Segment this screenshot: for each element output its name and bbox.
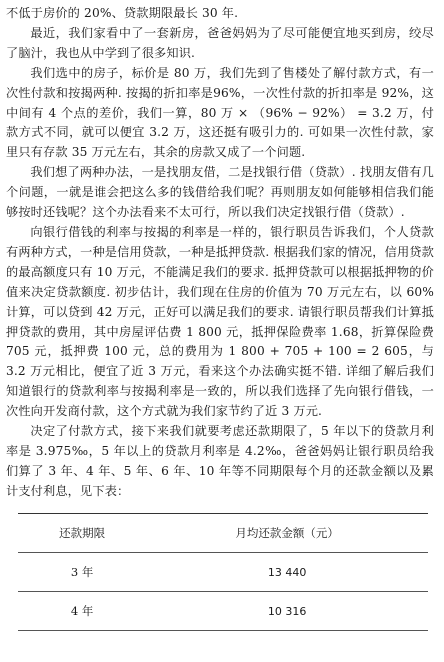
paragraph-house-choice: 最近，我们家看中了一套新房，爸爸妈妈为了尽可能便宜地买到房，绞尽了脑汁，我也从中学到了很多知识. <box>6 25 434 60</box>
paragraph-bank-loan: 向银行借钱的利率与按揭的利率是一样的，银行职员告诉我们，个人贷款有两种方式，一种是信用贷款，一种是抵押贷款. 根据我们家的情况，信用贷款的最高额度只有 10 万元，不能满足我们的要求. 抵押贷款可以根据抵押物的价值来决定贷款额度. 初步估计，我们现在住房的价值为 70 万元左右，以 60% 计算，可以贷到 42 万元，正好可以满足我们的要求. 请银行职员帮我们计算抵押贷款的费用，其中房屋评估费 1 800 元，抵押保险费率 1.68，折算保险费 705 元，抵押费 100 元，总的费用为 1 800 + 705 + 100 = 2 605，与 3.2 万元相比，便宜了近 3 万元，看来这个办法确实挺不错. 详细了解后我们知道银行的贷款利率与按揭利率是一致的，所以我们选择了先向银行借钱，一次性向开发商付款，这个方式就为我们家节约了近 3 万元. <box>6 224 434 419</box>
table-header-row <box>18 514 428 553</box>
table-row <box>18 592 428 631</box>
paragraph-payment-methods: 我们选中的房子，标价是 80 万，我们先到了售楼处了解付款方式，有一次性付款和按揭两种. 按揭的折扣率是96%，一次性付款的折扣率是 92%，这中间有 4 个点的差价，我们一算，80 万 × （96% − 92%） = 3.2 万，付款方式不同，就可以便宜 3.2 万，这还挺有吸引力的. 可如果一次性付款，家里只有存款 35 万元左右，其余的房款又成了一个问题. <box>6 65 434 160</box>
table-cell-monthly-payment: 10 316 <box>267 604 307 618</box>
paragraph-borrowing-options: 我们想了两种办法，一是找朋友借，二是找银行借（贷款）. 找朋友借有几个问题，一就是谁会把这么多的钱借给我们呢？再则朋友如何能够相信我们能够按时还钱呢？这个办法看来不太可行，所以我们决定找银行借（贷款）. <box>6 165 434 220</box>
table-header-monthly-payment: 月均还款金额（元） <box>235 526 339 540</box>
paragraph-intro-fragment: 不低于房价的 20%、贷款期限最长 30 年. <box>6 6 239 20</box>
table-cell-term: 3 年 <box>70 565 94 579</box>
table-header-term: 还款期限 <box>59 526 106 540</box>
repayment-table-container <box>18 513 428 631</box>
table-cell-monthly-payment: 13 440 <box>267 565 307 579</box>
repayment-table <box>18 513 428 631</box>
paragraph-repayment-term: 决定了付款方式，接下来我们就要考虑还款期限了，5 年以下的贷款月利率是 3.975‰，5 年以上的贷款月利率是 4.2‰，爸爸妈妈让银行职员给我们算了 3 年、4 年、5 年、6 年、10 年等不同期限每个月的还款金额以及累计支付利息，见下表： <box>6 424 434 498</box>
table-cell-term: 4 年 <box>70 604 94 618</box>
table-row <box>18 553 428 592</box>
